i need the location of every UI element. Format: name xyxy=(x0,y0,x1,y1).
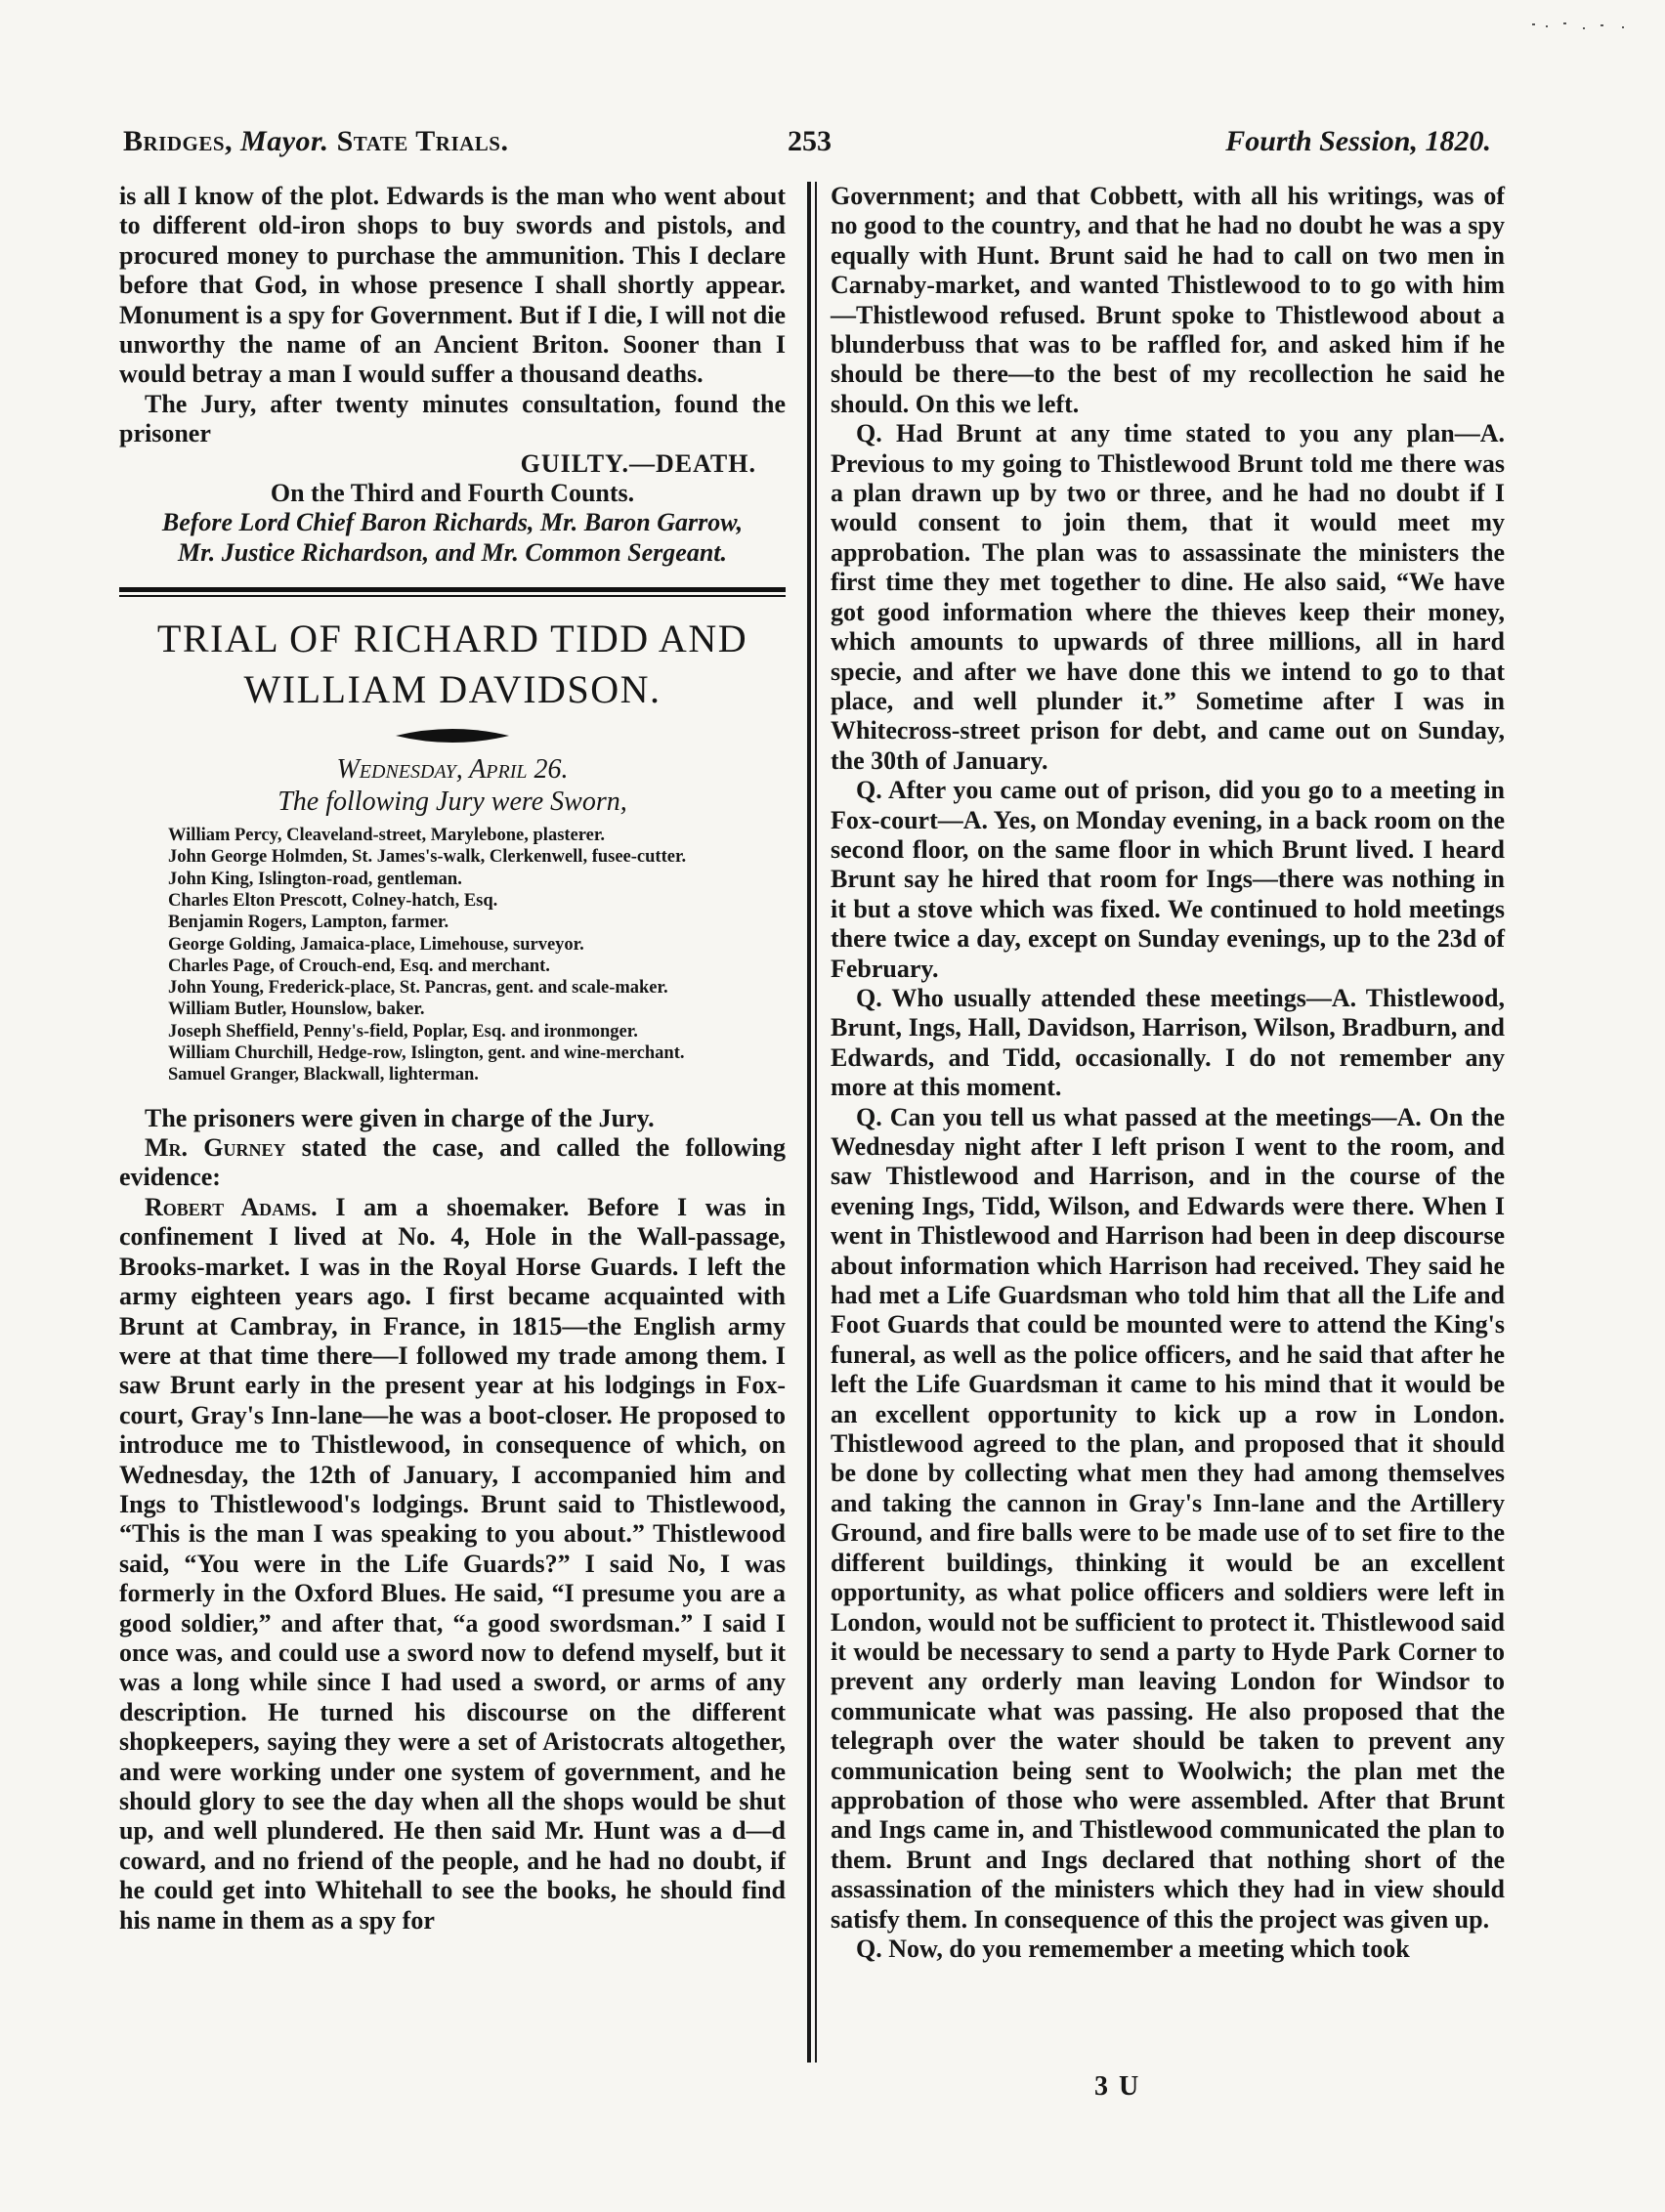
juror: John Young, Frederick-place, St. Pancras, gent. and scale-maker. xyxy=(168,978,668,999)
testimony-paragraph: Q. After you came out of prison, did you go to a meeting in Fox-court—A. Yes, on Monday evening, in a back room on the second floor, on the same floor in which Brunt lived. I heard Brunt say he hired that room for Ings—there was nothing in it but a stove which was fixed. We continued to hold meetings there twice a day, except on Sunday evenings, up to the 23d of February. xyxy=(831,776,1505,983)
juror: William Percy, Cleaveland-street, Marylebone, plasterer. xyxy=(168,826,605,846)
juror: John King, Islington-road, gentleman. xyxy=(168,869,462,889)
trial-title-line-2: WILLIAM DAVIDSON. xyxy=(243,667,662,712)
gurney-paragraph xyxy=(119,1133,786,1193)
adams-text: I am a shoemaker. Before I was in confinement I lived at No. 4, Hole in the Wall-passage, Brooks-market. I was in the Royal Horse Guards. I left the army eighteen years ago. I first became acquainted with Brunt at Cambray, in France, in 1815—the English army were at that time there—I followed my trade among them. I saw Brunt early in the present year at his lodgings in Fox-court, Gray's Inn-lane—he was a boot-closer. He proposed to introduce me to Thistlewood, in consequence of which, on Wednesday, the 12th of January, I accompanied him and Ings to Thistlewood's lodgings. Brunt said to Thistlewood, “This is the man I was speaking to you about.” Thistlewood said, “You were in the Life Guards?” I said No, I was formerly in the Oxford Blues. He said, “I presume you are a good soldier,” and after that, “a good swordsman.” I said I once was, and could use a sword now to defend myself, but it was a long while since I had used a sword, or arms of any description. He turned his discourse on the different shopkeepers, saying they were a set of Aristocrats altogether, and were working under one system of government, and he should glory to see the day when all the shops would be shut up, and well plundered. He then said Mr. Hunt was a d—d coward, and no friend of the people, and he had no doubt, if he could get into Whitehall to see the books, he should find his name in them as a spy for xyxy=(119,1192,786,1935)
column-rule xyxy=(807,182,811,2063)
header-session: Fourth Session, 1820. xyxy=(1225,125,1491,157)
juror: Joseph Sheffield, Penny's-field, Poplar, Esq. and ironmonger. xyxy=(168,1021,638,1042)
header-name: Bridges, xyxy=(123,125,234,157)
witness-name: Robert Adams. xyxy=(145,1192,318,1221)
jury-finding: The Jury, after twenty minutes consultation, found the prisoner xyxy=(119,389,786,448)
judges-line-2: Mr. Justice Richardson, and Mr. Common Sergeant. xyxy=(177,537,728,567)
session-date-text: Wednesday, April 26. xyxy=(336,754,569,786)
juror: Samuel Granger, Blackwall, lighterman. xyxy=(168,1065,479,1085)
running-header xyxy=(123,125,1491,164)
gurney-name: Mr. Gurney xyxy=(145,1133,286,1163)
jury-sworn-heading: The following Jury were Sworn, xyxy=(278,786,627,817)
page-number: 253 xyxy=(788,125,832,157)
juror: Charles Page, of Crouch-end, Esq. and merchant. xyxy=(168,956,550,976)
header-section: State Trials. xyxy=(336,125,509,157)
counts-line: On the Third and Fourth Counts. xyxy=(270,479,635,508)
jury-list xyxy=(119,825,786,1086)
column-rule-thin xyxy=(815,182,817,2063)
juror: William Butler, Hounslow, baker. xyxy=(168,1000,425,1020)
continuation-paragraph: is all I know of the plot. Edwards is the man who went about to different old-iron shops to buy swords and pistols, and procured money to purchase the ammunition. This I declare before that God, in whose presence I shall shortly appear. Monument is a spy for Government. But if I die, I will not die unworthy the name of an Ancient Briton. Sooner than I would betray a man I would suffer a thousand deaths. xyxy=(119,182,786,389)
session-date xyxy=(119,755,786,785)
adams-testimony xyxy=(119,1193,786,1936)
left-column xyxy=(119,182,786,1936)
ornament-rule xyxy=(119,724,786,747)
trial-title-line-1: TRIAL OF RICHARD TIDD AND xyxy=(156,617,748,661)
testimony-paragraph: Q. Who usually attended these meetings—A. Thistlewood, Brunt, Ings, Hall, Davidson, Harrison, Wilson, Bradburn, and Edwards, and Tidd, occasionally. I do not remember any more at this moment. xyxy=(831,983,1505,1102)
testimony-paragraph: Q. Had Brunt at any time stated to you any plan—A. Previous to my going to Thistlewood Brunt told me there was a plan drawn up by two or three, and he had no doubt if I would consent to join them, that it would meet my approbation. The plan was to assassinate the ministers the first time they met together to dine. He also said, “We have got good information where the thieves keep their money, which amounts to upwards of three millions, all in hard specie, and after we have done this we intend to go to that place, and well plunder it.” Sometime after I was in Whitecross-street prison for debt, and came out on Sunday, the 30th of January. xyxy=(831,419,1505,775)
juror: Charles Elton Prescott, Colney-hatch, Esq. xyxy=(168,890,498,911)
juror: John George Holmden, St. James's-walk, Clerkenwell, fusee-cutter. xyxy=(168,847,687,868)
header-office: Mayor. xyxy=(240,125,329,157)
gurney-text: stated the case, and called the following evidence: xyxy=(119,1133,787,1192)
printer-signature: 3 U xyxy=(1094,2071,1141,2102)
header-left xyxy=(123,125,508,158)
testimony-paragraph: Q. Can you tell us what passed at the meetings—A. On the Wednesday night after I left prison I went to the room, and saw Thistlewood and Harrison, and in the course of the evening Ings, Tidd, Wilson, and Edwards were there. When I went in Thistlewood and Harrison had been in deep discourse about information which Harrison had received. They said he had met a Life Guardsman who told him that all the Life and Foot Guards that could be mounted were to attend the King's funeral, as well as the police officers, and he said that after he left the Life Guardsman it came to his mind that it would be an excellent opportunity to kick up a row in London. Thistlewood agreed to the plan, and proposed that it should be done by collecting what men they had among themselves and taking the cannon in Gray's Inn-lane and the Artillery Ground, and fire balls were to be made use of to set fire to the different buildings, thinking it would be an excellent opportunity, as what police officers and soldiers were left in London, would not be sufficient to protect it. Thistlewood said it would be necessary to send a party to Hyde Park Corner to prevent any orderly man leaving London for Windsor to communicate what was passing. He also proposed that the telegraph over the water should be taken to prevent any communication being sent to Woolwich; the plan met the approbation of those who were assembled. After that Brunt and Ings came in, and Thistlewood communicated the plan to them. Brunt and Ings declared that nothing short of the assassination of the ministers which they had in view should satisfy them. In consequence of this the project was given up. xyxy=(831,1102,1505,1934)
scan-speckle xyxy=(1524,14,1642,43)
judges-line-1: Before Lord Chief Baron Richards, Mr. Baron Garrow, xyxy=(161,508,744,537)
testimony-paragraph: Government; and that Cobbett, with all his writings, was of no good to the country, and that he had no doubt he was a spy equally with Hunt. Brunt said he had to call on two men in Carnaby-market, and wanted Thistlewood to to go with him—Thistlewood refused. Brunt spoke to Thistlewood about a blunderbuss that was to be raffled for, and asked him if he should be there—to the best of my recollection he said he should. On this we left. xyxy=(831,182,1505,418)
testimony-paragraph: Q. Now, do you rememember a meeting which took xyxy=(856,1934,1410,1963)
right-column xyxy=(831,182,1505,1964)
juror: William Churchill, Hedge-row, Islington, gent. and wine-merchant. xyxy=(168,1043,685,1064)
juror: Benjamin Rogers, Lampton, farmer. xyxy=(168,913,449,933)
section-divider xyxy=(119,587,786,597)
prisoners-given-paragraph: The prisoners were given in charge of the Jury. xyxy=(145,1103,655,1132)
verdict: GUILTY.—DEATH. xyxy=(520,448,756,478)
juror: George Golding, Jamaica-place, Limehouse, surveyor. xyxy=(168,934,584,955)
